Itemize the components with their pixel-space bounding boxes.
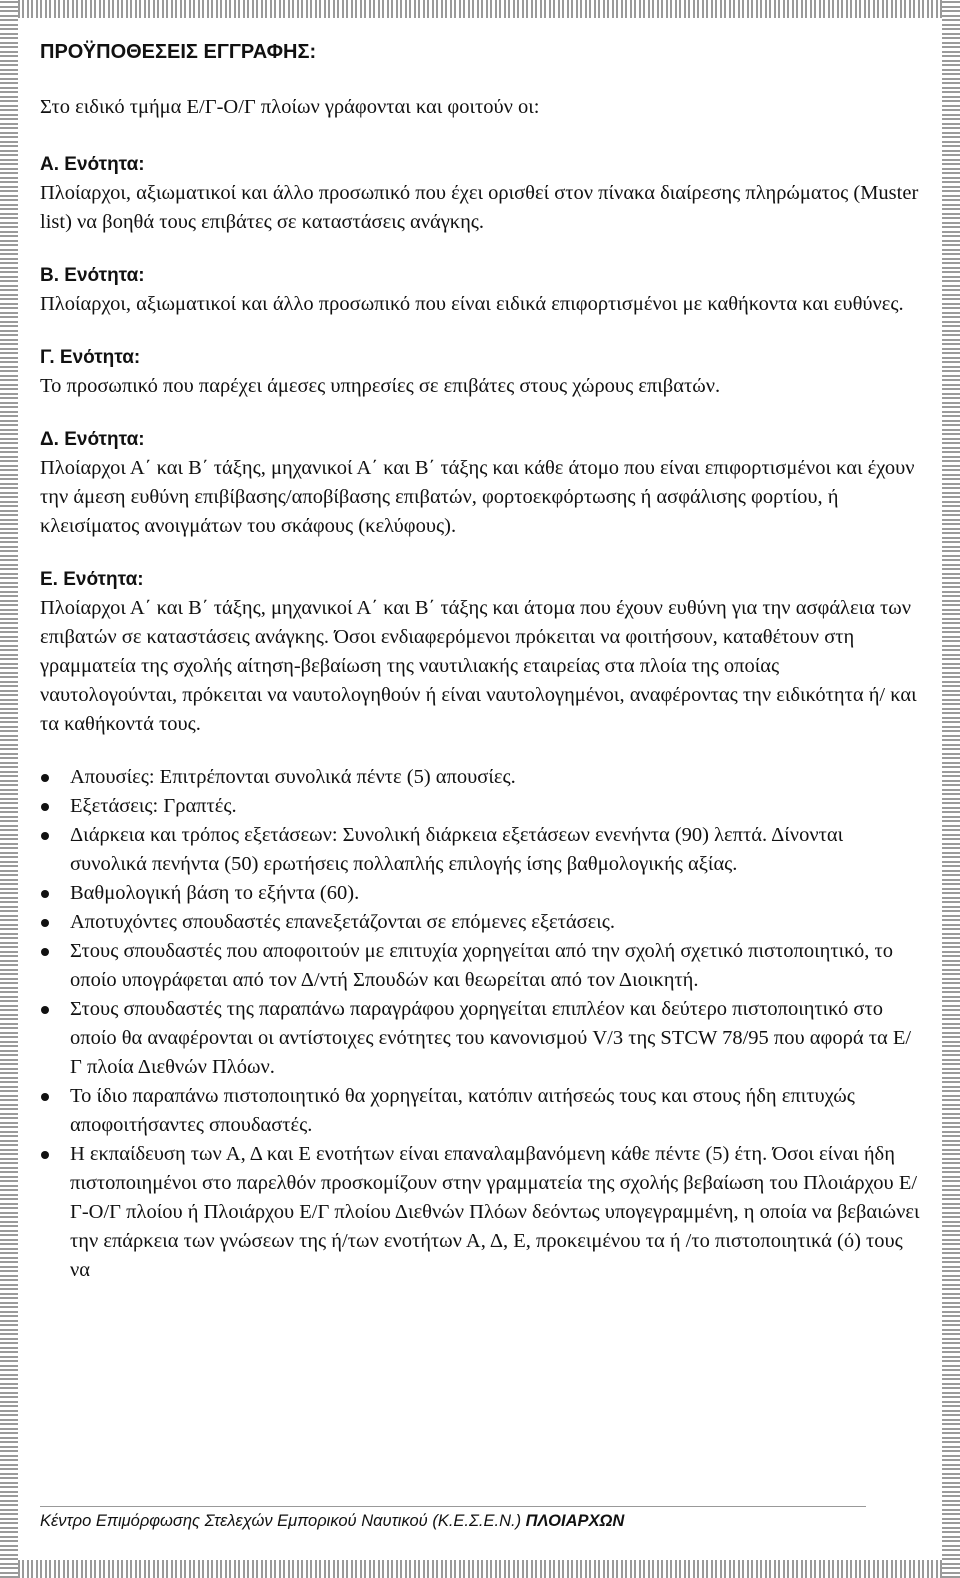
list-item-text: Απουσίες: Επιτρέπονται συνολικά πέντε (5) απουσίες. [70,766,516,788]
bullet-icon [41,803,49,811]
list-item-text: Το ίδιο παραπάνω πιστοποιητικό θα χορηγείται, κατόπιν αιτήσεώς τους και στους ήδη επιτυχώς αποφοιτήσαντες σπουδαστές. [70,1085,855,1136]
page-title: ΠΡΟΫΠΟΘΕΣΕΙΣ ΕΓΓΡΑΦΗΣ: [40,41,317,63]
bullet-icon [41,890,49,898]
list-item [40,879,920,908]
section-text: Το προσωπικό που παρέχει άμεσες υπηρεσίες σε επιβάτες στους χώρους επιβατών. [40,375,721,397]
list-item [40,908,920,937]
section-heading: Γ. Ενότητα: [40,347,141,368]
list-item-text: Η εκπαίδευση των Α, Δ και Ε ενοτήτων είναι επαναλαμβανόμενη κάθε πέντε (5) έτη. Όσοι είναι ήδη πιστοποιημένοι στο παρελθόν προσκομίζουν στην γραμματεία της σχολής βεβαίωση του Πλοιάρχου Ε/Γ-Ο/Γ πλοίου ή Πλοιάρχου Ε/Γ πλοίου Διεθνών Πλόων δεόντως υπογεγραμμένη, η οποία να βεβαιώνει την επάρκεια των γνώσεων της ή/των ενοτήτων Α, Δ, Ε, προκειμένου τα ή /το πιστοποιητικά (ό) τους να [70,1143,920,1281]
bullet-icon [41,1151,49,1159]
decorative-border-right [942,0,960,1578]
list-item [40,1140,920,1285]
footer-divider [40,1506,866,1507]
bullet-icon [41,948,49,956]
list-item-text: Βαθμολογική βάση το εξήντα (60). [70,882,360,904]
decorative-border-left [0,0,18,1578]
section-text: Πλοίαρχοι Α΄ και Β΄ τάξης, μηχανικοί Α΄ και Β΄ τάξης και κάθε άτομο που είναι επιφορτισμένοι και έχουν την άμεση ευθύνη επιβίβασης/αποβίβασης επιβατών, φορτοεκφόρτωσης ή ασφάλισης φορτίου, ή κλεισίματος ανοιγμάτων του σκάφους (κελύφους). [40,457,915,537]
document-page [40,38,920,1285]
list-item [40,763,920,792]
intro-paragraph: Στο ειδικό τμήμα Ε/Γ-Ο/Γ πλοίων γράφονται και φοιτούν οι: [40,96,540,118]
list-item [40,937,920,995]
bullet-icon [41,832,49,840]
list-item-text: Διάρκεια και τρόπος εξετάσεων: Συνολική διάρκεια εξετάσεων ενενήντα (90) λεπτά. Δίνονται συνολικά πενήντα (50) ερωτήσεις πολλαπλής επιλογής ίσης βαθμολογικής αξίας. [70,824,844,875]
footer-bold-text: ΠΛΟΙΑΡΧΩΝ [525,1512,625,1530]
list-item-text: Εξετάσεις: Γραπτές. [70,795,237,817]
requirements-list [40,763,920,1285]
section-heading: Α. Ενότητα: [40,154,145,175]
decorative-border-bottom [0,1560,960,1578]
bullet-icon [41,1093,49,1101]
bullet-icon [41,1006,49,1014]
list-item [40,792,920,821]
decorative-border-top [0,0,960,18]
list-item [40,1082,920,1140]
list-item [40,995,920,1082]
section-c [40,343,920,401]
section-a [40,150,920,237]
bullet-icon [41,919,49,927]
section-text: Πλοίαρχοι, αξιωματικοί και άλλο προσωπικό που είναι ειδικά επιφορτισμένοι με καθήκοντα και ευθύνες. [40,293,904,315]
list-item-text: Στους σπουδαστές που αποφοιτούν με επιτυχία χορηγείται από την σχολή σχετικό πιστοποιητικό, το οποίο υπογράφεται από τον Δ/ντή Σπουδών και θεωρείται από τον Διοικητή. [70,940,893,991]
section-e [40,565,920,739]
section-heading: Δ. Ενότητα: [40,429,145,450]
section-text: Πλοίαρχοι, αξιωματικοί και άλλο προσωπικό που έχει ορισθεί στον πίνακα διαίρεσης πληρώματος (Muster list) να βοηθά τους επιβάτες σε καταστάσεις ανάγκης. [40,182,919,233]
page-footer [40,1512,624,1531]
section-b [40,261,920,319]
section-text: Πλοίαρχοι Α΄ και Β΄ τάξης, μηχανικοί Α΄ και Β΄ τάξης και άτομα που έχουν ευθύνη για την ασφάλεια των επιβατών σε καταστάσεις ανάγκης. Όσοι ενδιαφερόμενοι πρόκειται να φοιτήσουν, καταθέτουν στη γραμματεία της σχολής αίτηση-βεβαίωση της ναυτιλιακής εταιρείας στα πλοία της οποίας ναυτολογούνται, πρόκειται να ναυτολογηθούν ή είναι ναυτολογημένοι, αναφέροντας την ειδικότητα ή/ και τα καθήκοντά τους. [40,597,917,735]
section-d [40,425,920,541]
section-heading: Ε. Ενότητα: [40,569,144,590]
bullet-icon [41,774,49,782]
list-item [40,821,920,879]
footer-text: Κέντρο Επιμόρφωσης Στελεχών Εμπορικού Ναυτικού (Κ.Ε.Σ.Ε.Ν.) [40,1512,526,1530]
list-item-text: Αποτυχόντες σπουδαστές επανεξετάζονται σε επόμενες εξετάσεις. [70,911,616,933]
list-item-text: Στους σπουδαστές της παραπάνω παραγράφου χορηγείται επιπλέον και δεύτερο πιστοποιητικό στο οποίο θα αναφέρονται οι αντίστοιχες ενότητες του κανονισμού V/3 της STCW 78/95 που αφορά τα Ε/Γ πλοία Διεθνών Πλόων. [70,998,912,1078]
section-heading: Β. Ενότητα: [40,265,145,286]
